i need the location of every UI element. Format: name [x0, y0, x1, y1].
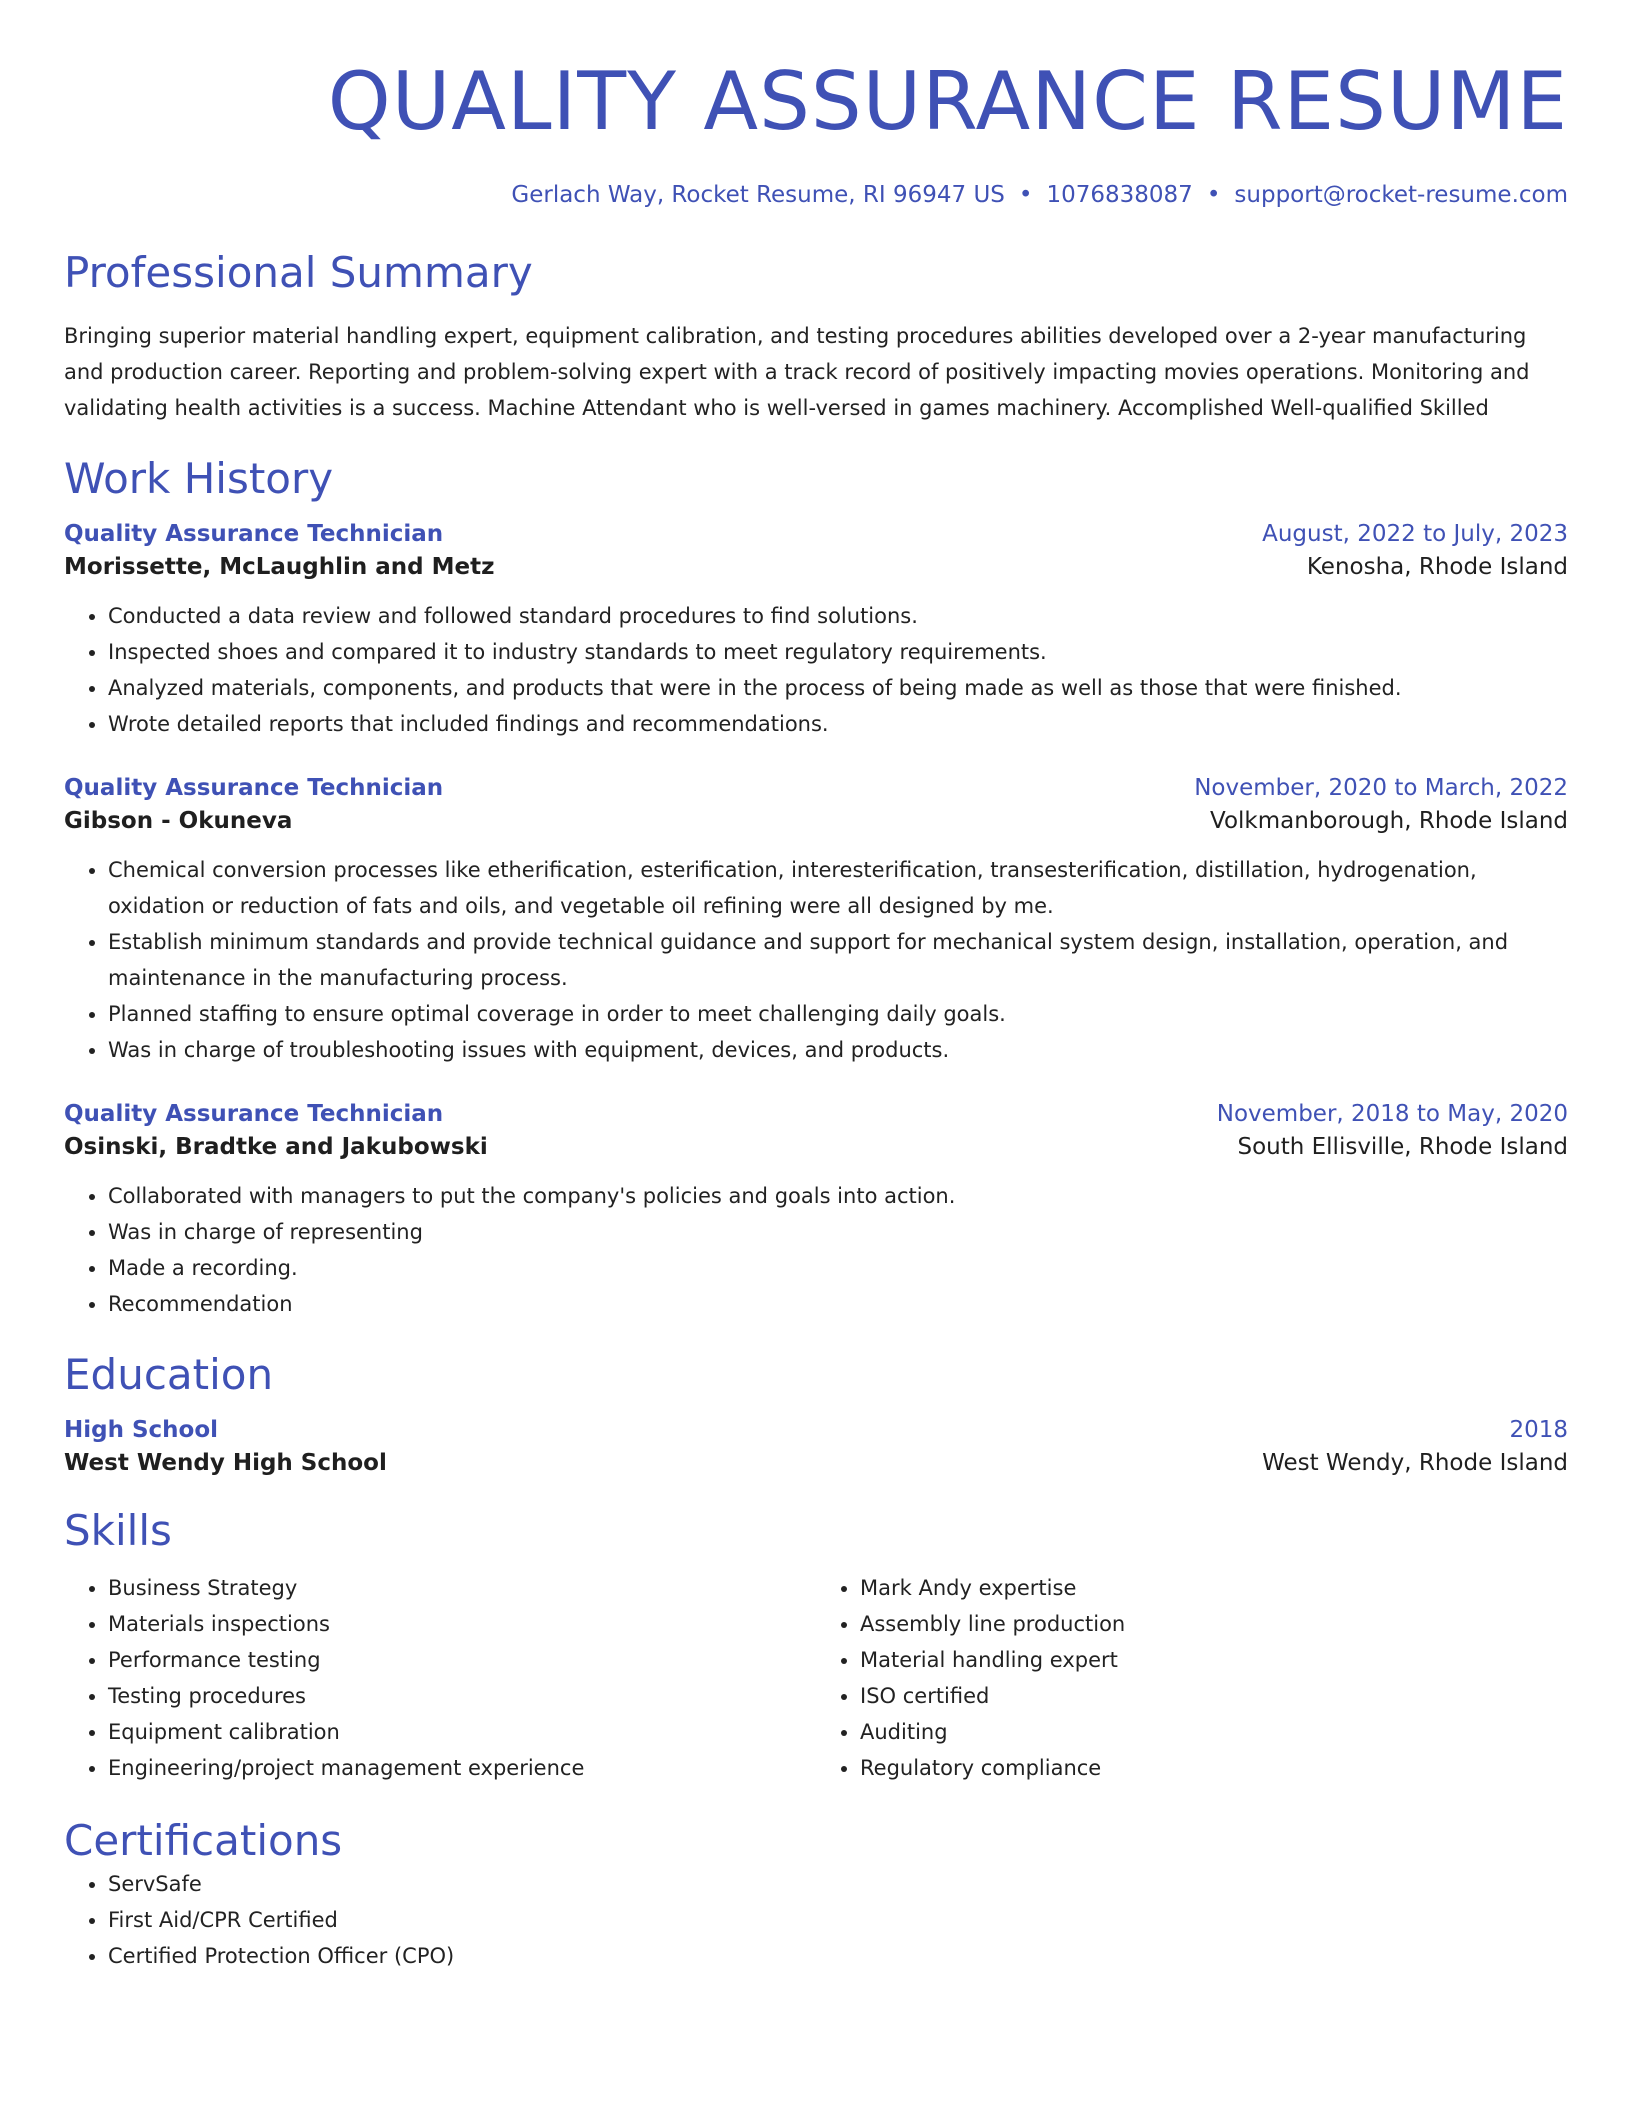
employer-name: Gibson - Okuneva [64, 808, 293, 834]
duty-item: • Planned staffing to ensure optimal coverage in order to meet challenging daily goals. [108, 996, 1568, 1032]
duty-item: • Made a recording. [108, 1250, 1568, 1286]
job-dates: November, 2018 to May, 2020 [1216, 1101, 1568, 1127]
duty-item: • Collaborated with managers to put the company's policies and goals into action. [108, 1178, 1568, 1214]
certifications-list [64, 1866, 1568, 1974]
skills-column-left [64, 1570, 816, 1786]
skill-item: • ISO certified [860, 1678, 1568, 1714]
resume-header [64, 0, 1568, 210]
contact-line [64, 180, 1568, 210]
skill-item: • Regulatory compliance [860, 1750, 1568, 1786]
duty-item: • Recommendation [108, 1286, 1568, 1322]
skill-item: • Auditing [860, 1714, 1568, 1750]
certification-item: • First Aid/CPR Certified [108, 1902, 1568, 1938]
summary-section [64, 248, 1568, 426]
work-history-section [64, 454, 1568, 1322]
job-title: Quality Assurance Technician [64, 775, 444, 801]
certification-item: • ServSafe [108, 1866, 1568, 1902]
skill-item: • Equipment calibration [108, 1714, 816, 1750]
job-duties [64, 852, 1568, 1068]
contact-separator: • [1018, 182, 1033, 208]
education-heading: Education [64, 1350, 274, 1399]
skill-item: • Materials inspections [108, 1606, 816, 1642]
graduation-year: 2018 [1509, 1417, 1568, 1443]
job-title: Quality Assurance Technician [64, 1101, 444, 1127]
skills-heading: Skills [64, 1506, 172, 1555]
job-duties [64, 1178, 1568, 1322]
job-duties [64, 598, 1568, 742]
job-location: Kenosha, Rhode Island [1306, 554, 1568, 580]
duty-item: • Chemical conversion processes like etherification, esterification, interesterification, transesterification, distillation, hydrogenation, oxidation or reduction of fats and oils, and vegetable oil refining were all designed by me. [108, 852, 1568, 924]
skills-list [64, 1570, 1568, 1786]
employer-name: Osinski, Bradtke and Jakubowski [64, 1134, 488, 1160]
summary-heading: Professional Summary [64, 248, 533, 297]
duty-item: • Conducted a data review and followed standard procedures to find solutions. [108, 598, 1568, 634]
duty-item: • Establish minimum standards and provide technical guidance and support for mechanical system design, installation, operation, and maintenance in the manufacturing process. [108, 924, 1568, 996]
duty-item: • Was in charge of representing [108, 1214, 1568, 1250]
skill-item: • Assembly line production [860, 1606, 1568, 1642]
job-dates: August, 2022 to July, 2023 [1262, 521, 1568, 547]
resume-title: QUALITY ASSURANCE RESUME [327, 55, 1568, 148]
contact-email: support@rocket-resume.com [1234, 182, 1568, 208]
duty-item: • Inspected shoes and compared it to industry standards to meet regulatory requirements. [108, 634, 1568, 670]
employer-name: Morissette, McLaughlin and Metz [64, 554, 495, 580]
contact-phone: 1076838087 [1046, 182, 1193, 208]
work-entry [64, 772, 1568, 1068]
skill-item: • Business Strategy [108, 1570, 816, 1606]
skills-column-right [816, 1570, 1568, 1786]
skills-section [64, 1506, 1568, 1786]
skill-item: • Testing procedures [108, 1678, 816, 1714]
summary-text: Bringing superior material handling expert, equipment calibration, and testing procedures abilities developed over a 2-year manufacturing and production career. Reporting and problem-solving expert with a track record of positively impacting movies operations. Monitoring and validating health activities is a success. Machine Attendant who is well-versed in games machinery. Accomplished Well-qualified Skilled [64, 324, 1530, 420]
education-section [64, 1350, 1568, 1480]
certification-item: • Certified Protection Officer (CPO) [108, 1938, 1568, 1974]
school-location: West Wendy, Rhode Island [1262, 1450, 1568, 1476]
contact-separator: • [1206, 182, 1221, 208]
skill-item: • Material handling expert [860, 1642, 1568, 1678]
work-entry [64, 1098, 1568, 1322]
duty-item: • Analyzed materials, components, and products that were in the process of being made as well as those that were finished. [108, 670, 1568, 706]
work-history-heading: Work History [64, 454, 334, 503]
job-location: South Ellisville, Rhode Island [1237, 1134, 1568, 1160]
certifications-section [64, 1816, 1568, 1974]
contact-address: Gerlach Way, Rocket Resume, RI 96947 US [511, 182, 1005, 208]
skill-item: • Mark Andy expertise [860, 1570, 1568, 1606]
certifications-heading: Certifications [64, 1816, 343, 1865]
duty-item: • Wrote detailed reports that included findings and recommendations. [108, 706, 1568, 742]
job-location: Volkmanborough, Rhode Island [1210, 808, 1568, 834]
skill-item: • Performance testing [108, 1642, 816, 1678]
job-title: Quality Assurance Technician [64, 521, 444, 547]
job-dates: November, 2020 to March, 2022 [1194, 775, 1568, 801]
school-name: West Wendy High School [64, 1450, 387, 1476]
work-entry [64, 518, 1568, 742]
degree: High School [64, 1417, 219, 1443]
education-entry [64, 1414, 1568, 1480]
skill-item: • Engineering/project management experience [108, 1750, 816, 1786]
duty-item: • Was in charge of troubleshooting issues with equipment, devices, and products. [108, 1032, 1568, 1068]
